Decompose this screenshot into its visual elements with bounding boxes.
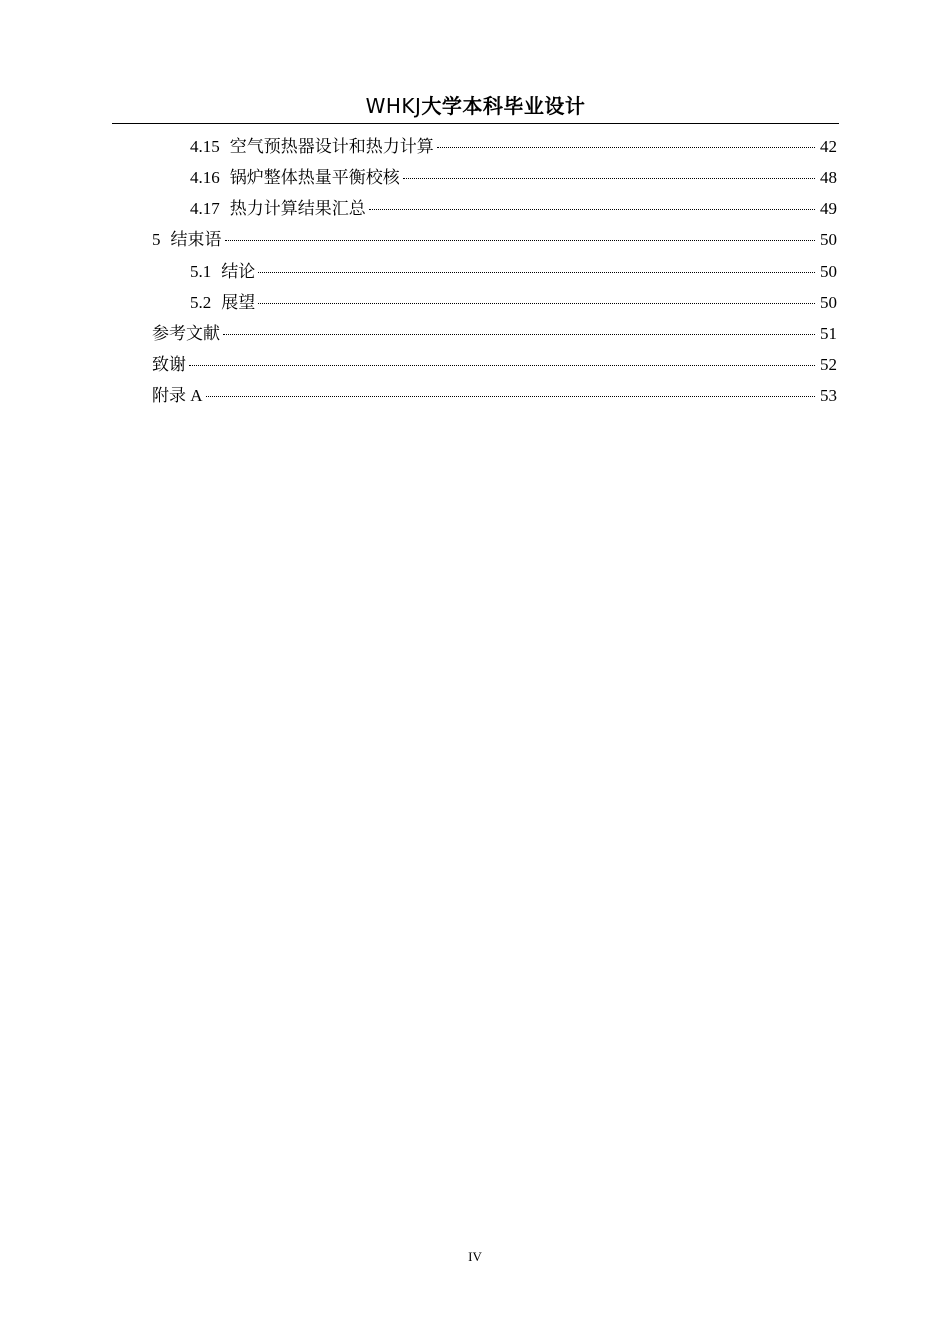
toc-entry-page: 51: [820, 324, 837, 343]
header-school-code: WHKJ: [365, 94, 422, 118]
toc-leader-dots: [369, 209, 815, 210]
toc-entry[interactable]: [152, 320, 837, 348]
toc-entry-number: 4.16: [190, 168, 220, 187]
toc-entry-number: 4.17: [190, 199, 220, 218]
toc-leader-dots: [189, 365, 815, 366]
toc-leader-dots: [403, 178, 815, 179]
toc-entry-title: 空气预热器设计和热力计算: [229, 137, 434, 156]
toc-entry[interactable]: [190, 289, 837, 317]
toc-entry[interactable]: [152, 351, 837, 379]
toc-leader-dots: [225, 240, 816, 241]
toc-entry-title: 致谢: [152, 355, 186, 374]
page-header: [112, 93, 839, 120]
toc-entry-title: 热力计算结果汇总: [229, 199, 366, 218]
toc-entry[interactable]: [152, 382, 837, 410]
toc-entry-title: 附录 A: [152, 386, 203, 405]
toc-entry-title: 参考文献: [152, 324, 220, 343]
toc-leader-dots: [258, 272, 815, 273]
toc-entry-page: 42: [820, 137, 837, 156]
toc-leader-dots: [223, 334, 815, 335]
toc-entry[interactable]: [152, 226, 837, 254]
toc-entry-page: 49: [820, 199, 837, 218]
toc-entry-title: 结束语: [170, 230, 222, 249]
toc-leader-dots: [437, 147, 815, 148]
toc-entry-page: 50: [820, 230, 837, 249]
toc-entry[interactable]: [190, 133, 837, 161]
header-rule: [112, 123, 839, 124]
toc-entry-number: 5: [152, 230, 161, 249]
toc-entry[interactable]: [190, 258, 837, 286]
toc-entry-page: 50: [820, 293, 837, 312]
toc-entry-page: 53: [820, 386, 837, 405]
toc-entry[interactable]: [190, 164, 837, 192]
page-number: IV: [468, 1249, 482, 1264]
toc-entry-title: 锅炉整体热量平衡校核: [229, 168, 400, 187]
toc-leader-dots: [206, 396, 815, 397]
toc-entry-title: 展望: [221, 293, 256, 312]
toc-entry-title: 结论: [221, 262, 256, 281]
toc-entry[interactable]: [190, 195, 837, 223]
toc-entry-page: 48: [820, 168, 837, 187]
toc-entry-page: 52: [820, 355, 837, 374]
toc-leader-dots: [258, 303, 815, 304]
toc-entry-number: 5.1: [190, 262, 212, 281]
toc-entry-number: 5.2: [190, 293, 212, 312]
header-title: 大学本科毕业设计: [421, 94, 586, 118]
toc-entry-page: 50: [820, 262, 837, 281]
toc-entry-number: 4.15: [190, 137, 220, 156]
